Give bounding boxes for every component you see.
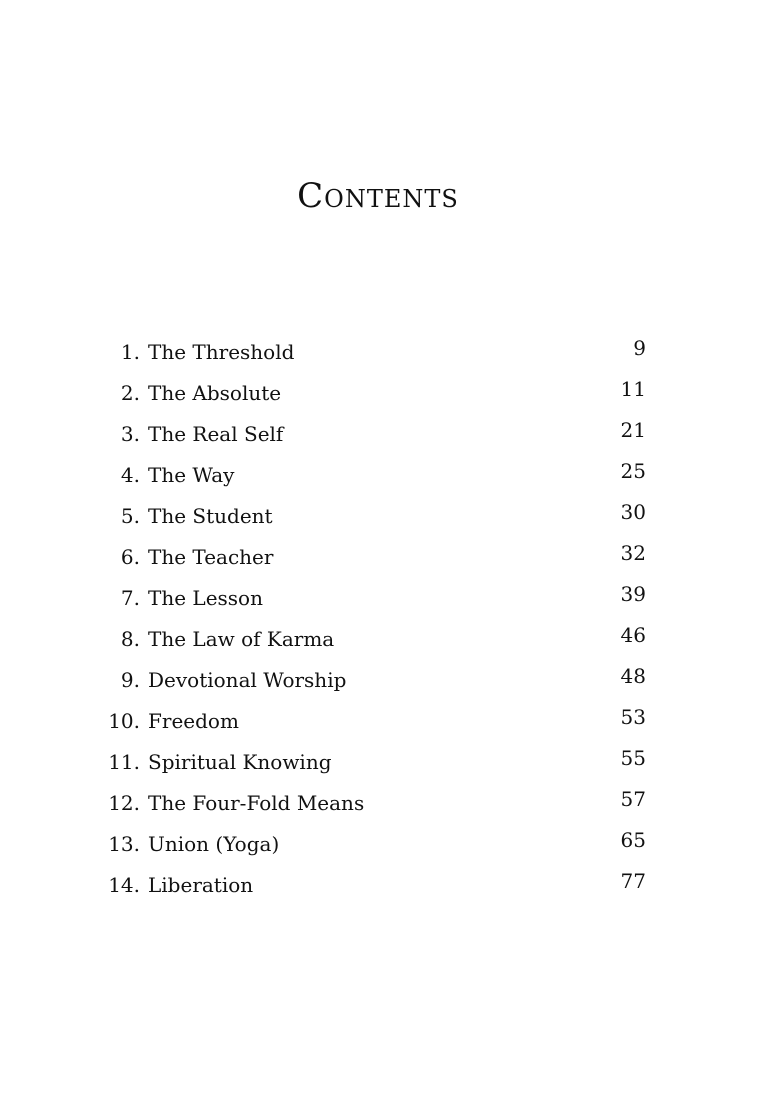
toc-entry[interactable] bbox=[0, 787, 780, 832]
entry-page-number: 55 bbox=[620, 746, 646, 770]
toc-entry[interactable] bbox=[0, 705, 780, 750]
entry-title: The Lesson bbox=[148, 586, 263, 610]
entry-title: The Teacher bbox=[148, 545, 274, 569]
entry-page-number: 21 bbox=[620, 418, 646, 442]
table-of-contents bbox=[0, 336, 780, 914]
entry-title: Union (Yoga) bbox=[148, 832, 280, 856]
entry-number: 12. bbox=[108, 791, 140, 815]
toc-entry[interactable] bbox=[0, 869, 780, 914]
entry-number: 9. bbox=[120, 668, 140, 692]
entry-title: Liberation bbox=[148, 873, 254, 897]
entry-number: 1. bbox=[120, 340, 140, 364]
entry-page-number: 9 bbox=[633, 336, 646, 360]
toc-entry[interactable] bbox=[0, 828, 780, 873]
entry-number: 5. bbox=[120, 504, 140, 528]
entry-page-number: 32 bbox=[620, 541, 646, 565]
entry-number: 10. bbox=[108, 709, 140, 733]
entry-number: 14. bbox=[108, 873, 140, 897]
entry-page-number: 11 bbox=[620, 377, 646, 401]
entry-title: Freedom bbox=[148, 709, 239, 733]
toc-entry[interactable] bbox=[0, 459, 780, 504]
toc-entry[interactable] bbox=[0, 623, 780, 668]
toc-entry[interactable] bbox=[0, 336, 780, 381]
entry-page-number: 53 bbox=[620, 705, 646, 729]
entry-page-number: 30 bbox=[620, 500, 646, 524]
entry-title: Devotional Worship bbox=[148, 668, 347, 692]
entry-number: 4. bbox=[120, 463, 140, 487]
toc-entry[interactable] bbox=[0, 500, 780, 545]
entry-title: The Real Self bbox=[148, 422, 284, 446]
page-title: Contents bbox=[297, 176, 459, 216]
entry-page-number: 77 bbox=[620, 869, 646, 893]
toc-entry[interactable] bbox=[0, 582, 780, 627]
entry-number: 2. bbox=[120, 381, 140, 405]
toc-entry[interactable] bbox=[0, 541, 780, 586]
entry-page-number: 46 bbox=[620, 623, 646, 647]
entry-number: 13. bbox=[108, 832, 140, 856]
entry-number: 8. bbox=[120, 627, 140, 651]
entry-title: The Absolute bbox=[148, 381, 282, 405]
entry-number: 11. bbox=[108, 750, 140, 774]
entry-title: The Threshold bbox=[148, 340, 295, 364]
toc-entry[interactable] bbox=[0, 418, 780, 463]
entry-title: The Four-Fold Means bbox=[148, 791, 365, 815]
entry-page-number: 57 bbox=[620, 787, 646, 811]
entry-number: 7. bbox=[120, 586, 140, 610]
toc-entry[interactable] bbox=[0, 746, 780, 791]
toc-entry[interactable] bbox=[0, 377, 780, 422]
entry-title: Spiritual Knowing bbox=[148, 750, 332, 774]
entry-page-number: 39 bbox=[620, 582, 646, 606]
entry-title: The Way bbox=[148, 463, 235, 487]
entry-number: 6. bbox=[120, 545, 140, 569]
entry-page-number: 48 bbox=[620, 664, 646, 688]
entry-page-number: 25 bbox=[620, 459, 646, 483]
entry-page-number: 65 bbox=[620, 828, 646, 852]
entry-number: 3. bbox=[120, 422, 140, 446]
entry-title: The Student bbox=[148, 504, 273, 528]
entry-title: The Law of Karma bbox=[148, 627, 335, 651]
toc-entry[interactable] bbox=[0, 664, 780, 709]
